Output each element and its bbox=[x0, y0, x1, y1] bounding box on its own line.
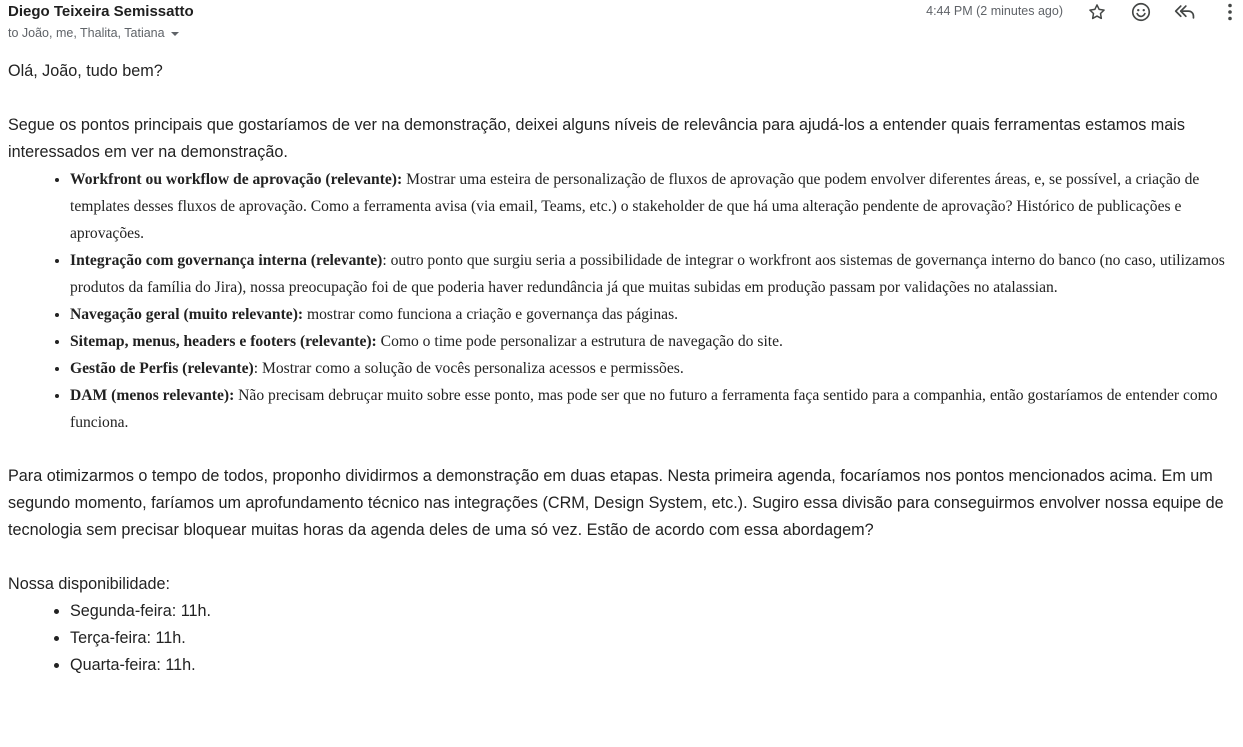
availability-title: Nossa disponibilidade: bbox=[8, 575, 170, 593]
list-item bbox=[70, 301, 1236, 328]
point-text: : Mostrar como a solução de vocês personaliza acessos e permissões. bbox=[253, 360, 684, 377]
list-item bbox=[70, 355, 1236, 382]
point-text: Mostrar uma esteira de personalização de fluxos de aprovação que podem envolver diferentes áreas, e, se possível, a criação de templates desses fluxos de aprovação. Como a ferramenta avisa (via email, Teams, etc.) o stakeholder de que há uma alteração pendente de aprovação? Histórico de publicações e aprovações. bbox=[70, 171, 1200, 242]
list-item bbox=[70, 382, 1236, 436]
reply-all-icon bbox=[1174, 2, 1196, 22]
greeting: Olá, João, tudo bem? bbox=[8, 62, 163, 80]
recipients-toggle[interactable] bbox=[8, 26, 179, 40]
proposal-paragraph: Para otimizarmos o tempo de todos, proponho dividirmos a demonstração em duas etapas. Nesta primeira agenda, focaríamos nos pontos mencionados acima. Em um segundo momento, faríamos um aprofundamento técnico nas integrações (CRM, Design System, etc.). Sugiro essa divisão para conseguirmos envolver nossa equipe de tecnologia sem precisar bloquear muitas horas da agenda deles de uma só vez. Estão de acordo com essa abordagem? bbox=[8, 467, 1224, 539]
sender-name[interactable]: Diego Teixeira Semissatto bbox=[8, 3, 194, 20]
list-item bbox=[70, 166, 1236, 247]
list-item: • Quarta-feira: 11h. bbox=[70, 652, 1236, 679]
point-title: Sitemap, menus, headers e footers (relevante): bbox=[70, 333, 377, 350]
more-options-button[interactable] bbox=[1217, 0, 1243, 24]
reply-all-button[interactable] bbox=[1172, 0, 1198, 24]
list-item bbox=[70, 328, 1236, 355]
star-icon bbox=[1087, 2, 1107, 22]
message-body bbox=[8, 58, 1236, 679]
point-title: Gestão de Perfis (relevante) bbox=[70, 360, 254, 377]
points-list bbox=[8, 166, 1236, 436]
emoji-icon bbox=[1130, 1, 1152, 23]
point-text: Como o time pode personalizar a estrutura de navegação do site. bbox=[376, 333, 783, 350]
add-reaction-button[interactable] bbox=[1128, 0, 1154, 24]
point-title: Workfront ou workflow de aprovação (relevante): bbox=[70, 171, 403, 188]
list-item: • Segunda-feira: 11h. bbox=[70, 598, 1236, 625]
availability-list bbox=[8, 598, 1236, 679]
point-text: mostrar como funciona a criação e governança das páginas. bbox=[303, 306, 679, 323]
intro-paragraph: Segue os pontos principais que gostaríamos de ver na demonstração, deixei alguns níveis de relevância para ajudá-los a entender quais ferramentas estamos mais interessados em ver na demonstração. bbox=[8, 116, 1185, 161]
point-title: Integração com governança interna (relevante) bbox=[70, 252, 383, 269]
star-button[interactable] bbox=[1084, 0, 1110, 24]
point-text: : outro ponto que surgiu seria a possibilidade de integrar o workfront aos sistemas de governança interno do banco (no caso, utilizamos produtos da família do Jira), nossa preocupação foi de que poderia haver redundância já que muitas subidas em produção passam por validações no atalassian. bbox=[70, 252, 1225, 296]
caret-down-icon[interactable] bbox=[171, 32, 179, 36]
point-text: Não precisam debruçar muito sobre esse ponto, mas pode ser que no futuro a ferramenta faça sentido para a companhia, então gostaríamos de entender como funciona. bbox=[70, 387, 1218, 431]
point-title: DAM (menos relevante): bbox=[70, 387, 235, 404]
more-vert-icon bbox=[1227, 3, 1233, 21]
point-title: Navegação geral (muito relevante): bbox=[70, 306, 304, 323]
message-header bbox=[8, 0, 1243, 44]
message-timestamp: 4:44 PM (2 minutes ago) bbox=[926, 4, 1063, 18]
list-item bbox=[70, 247, 1236, 301]
recipients-label: to João, me, Thalita, Tatiana bbox=[8, 26, 165, 40]
list-item: • Terça-feira: 11h. bbox=[70, 625, 1236, 652]
